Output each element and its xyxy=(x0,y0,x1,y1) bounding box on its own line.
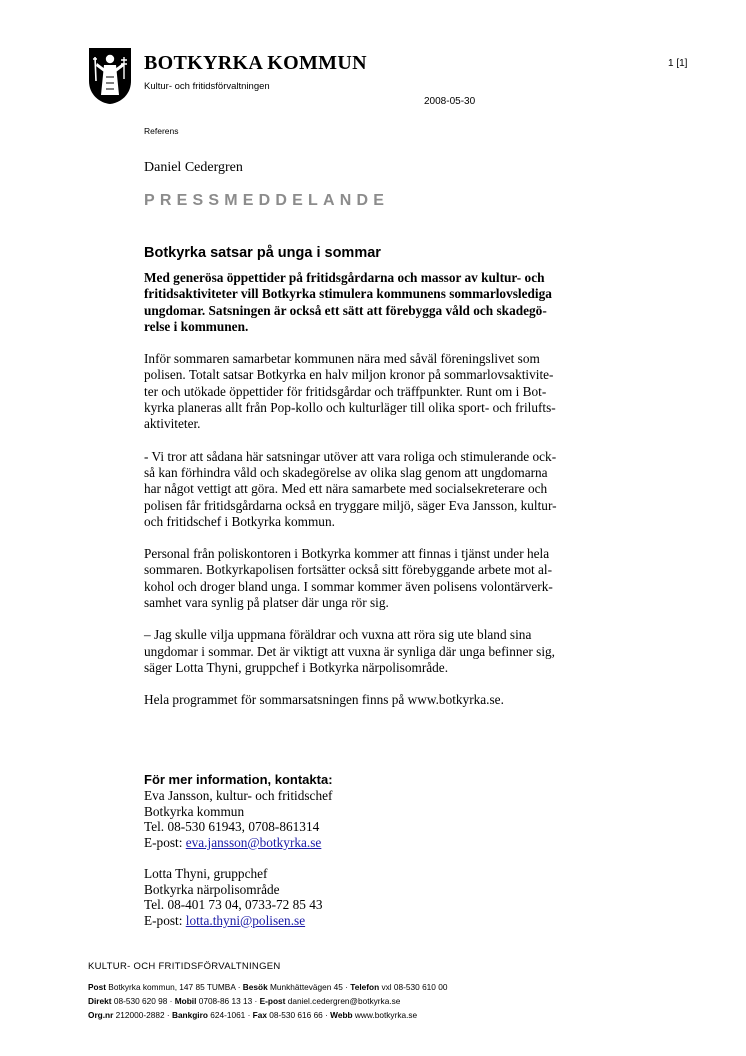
paragraph-line: säger Lotta Thyni, gruppchef i Botkyrka närpolisområde. xyxy=(144,659,449,675)
footer-line-registry: Org.nr 212000-2882 · Bankgiro 624-1061 · Fax 08-530 616 66 · Webb www.botkyrka.se xyxy=(88,1010,418,1020)
paragraph-4 xyxy=(144,627,624,676)
paragraph-1 xyxy=(144,351,624,432)
organization-name: BOTKYRKA KOMMUN xyxy=(144,52,367,74)
contact-heading: För mer information, kontakta: xyxy=(144,772,333,787)
footer-line-address: Post Botkyrka kommun, 147 85 TUMBA · Besök Munkhättevägen 45 · Telefon vxl 08-530 610 00 xyxy=(88,982,448,992)
lead-line: ungdomar. Satsningen är också ett sätt att förebygga våld och skadegö- xyxy=(144,302,547,318)
contact-email-row xyxy=(144,835,624,851)
contact-card-lotta xyxy=(144,866,624,928)
municipality-shield-logo xyxy=(88,47,132,105)
reference-label: Referens xyxy=(144,126,179,136)
footer-contact-details xyxy=(88,980,447,1022)
paragraph-line: aktiviteter. xyxy=(144,416,201,432)
contact-section xyxy=(144,772,624,928)
paragraph-line: - Vi tror att sådana här satsningar utöver att vara roliga och stimulerande ock- xyxy=(144,448,557,464)
page-number: 1 [1] xyxy=(668,58,688,69)
contact-organization: Botkyrka närpolisområde xyxy=(144,881,280,897)
article-headline: Botkyrka satsar på unga i sommar xyxy=(144,245,381,261)
contact-card-eva xyxy=(144,788,624,850)
paragraph-line: har något vettigt att göra. Med ett nära samarbete med socialsekreterare och xyxy=(144,481,548,497)
email-link-eva[interactable]: eva.jansson@botkyrka.se xyxy=(185,834,322,850)
paragraph-line: Hela programmet för sommarsatsningen finns på www.botkyrka.se. xyxy=(144,692,504,708)
document-date: 2008-05-30 xyxy=(424,96,476,107)
lead-paragraph xyxy=(144,270,624,335)
paragraph-line: Personal från poliskontoren i Botkyrka kommer att finnas i tjänst under hela xyxy=(144,546,550,562)
footer-department: KULTUR- OCH FRITIDSFÖRVALTNINGEN xyxy=(88,961,281,972)
lead-line: Med generösa öppettider på fritidsgårdarna och massor av kultur- och xyxy=(144,270,545,285)
author-name: Daniel Cedergren xyxy=(144,160,243,175)
footer-line-direct: Direkt 08-530 620 98 · Mobil 0708-86 13 13 · E-post daniel.cedergren@botkyrka.se xyxy=(88,996,401,1006)
contact-organization: Botkyrka kommun xyxy=(144,803,245,819)
paragraph-2 xyxy=(144,449,624,530)
paragraph-line: så kan förhindra våld och skadegörelse av olika slag genom att ungdomarna xyxy=(144,464,548,480)
paragraph-line: Inför sommaren samarbetar kommunen nära med såväl föreningslivet som xyxy=(144,351,540,367)
paragraph-3 xyxy=(144,546,624,611)
document-type: PRESSMEDDELANDE xyxy=(144,192,390,209)
paragraph-line: kohol och droger bland unga. I sommar kommer även polisens volontärverk- xyxy=(144,578,553,594)
contact-phone: Tel. 08-401 73 04, 0733-72 85 43 xyxy=(144,897,323,913)
paragraph-line: sommaren. Botkyrkapolisen fortsätter också sitt förebyggande arbete mot al- xyxy=(144,562,553,578)
email-label: E-post: xyxy=(144,912,186,928)
contact-phone: Tel. 08-530 61943, 0708-861314 xyxy=(144,819,320,835)
paragraph-line: kyrka planeras allt från Pop-kollo och kulturläger till olika sport- och frilufts- xyxy=(144,400,556,416)
contact-name: Eva Jansson, kultur- och fritidschef xyxy=(144,788,333,803)
article-body xyxy=(144,270,624,709)
paragraph-line: samhet vara synlig på platser där unga rör sig. xyxy=(144,595,389,611)
lead-line: relse i kommunen. xyxy=(144,318,249,334)
paragraph-line: och fritidschef i Botkyrka kommun. xyxy=(144,513,335,529)
email-label: E-post: xyxy=(144,834,186,850)
paragraph-line: – Jag skulle vilja uppmana föräldrar och vuxna att röra sig ute bland sina xyxy=(144,627,532,643)
lead-line: fritidsaktiviteter vill Botkyrka stimulera kommunens sommarlovslediga xyxy=(144,286,552,302)
paragraph-line: ungdomar i sommar. Det är viktigt att vuxna är synliga där unga befinner sig, xyxy=(144,643,555,659)
email-link-lotta[interactable]: lotta.thyni@polisen.se xyxy=(185,912,306,928)
paragraph-5 xyxy=(144,692,624,708)
contact-name: Lotta Thyni, gruppchef xyxy=(144,865,268,881)
paragraph-line: polisen. Totalt satsar Botkyrka en halv miljon kronor på sommarlovsaktivite- xyxy=(144,367,554,383)
contact-email-row xyxy=(144,913,624,929)
paragraph-line: ter och utökade öppettider för fritidsgårdar och träffpunkter. Runt om i Bot- xyxy=(144,383,547,399)
organization-unit: Kultur- och fritidsförvaltningen xyxy=(144,81,270,92)
paragraph-line: polisen får fritidsgårdarna också en tryggare miljö, säger Eva Jansson, kultur- xyxy=(144,497,557,513)
